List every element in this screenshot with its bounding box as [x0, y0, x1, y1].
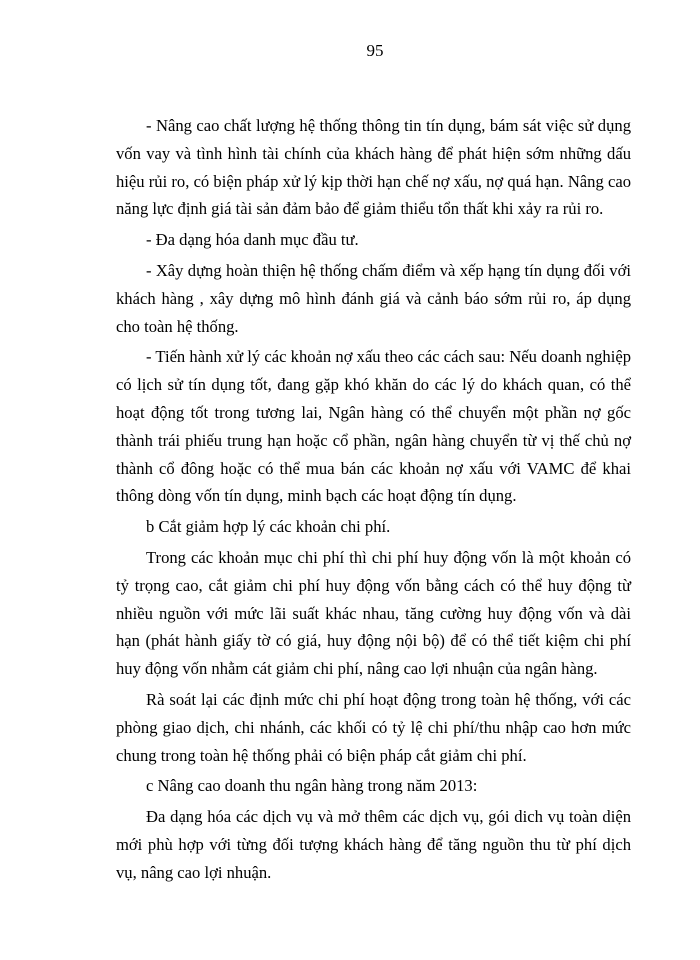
paragraph-bad-debt-handling: - Tiến hành xử lý các khoản nợ xấu theo các cách sau: Nếu doanh nghiệp có lịch sử tín dụng tốt, đang gặp khó khăn do các lý do khách quan, có thể hoạt động tốt trong tương lai, Ngân hàng có thể chuyển một phần nợ gốc thành trái phiếu trung hạn hoặc cổ phần, ngân hàng chuyển từ vị thế chủ nợ thành cổ đông hoặc có thể mua bán các khoản nợ xấu với VAMC để khai thông dòng vốn tín dụng, minh bạch các hoạt động tín dụng.	[116, 347, 631, 506]
heading-revenue-growth: c Nâng cao doanh thu ngân hàng trong năm 2013:	[146, 776, 478, 796]
page-number: 95	[366, 41, 384, 60]
paragraph-operating-cost-review: Rà soát lại các định mức chi phí hoạt động trong toàn hệ thống, với các phòng giao dịch, chi nhánh, các khối có tỷ lệ chi phí/thu nhập cao hơn mức chung trong toàn hệ thống phải có biện pháp cắt giảm chi phí.	[116, 689, 631, 765]
paragraph-credit-scoring: - Xây dựng hoàn thiện hệ thống chấm điểm và xếp hạng tín dụng đối với khách hàng , xây dựng mô hình đánh giá và cảnh báo sớm rủi ro, áp dụng cho toàn hệ thống.	[116, 260, 631, 336]
paragraph-funding-cost: Trong các khoản mục chi phí thì chi phí huy động vốn là một khoản có tỷ trọng cao, cắt giảm chi phí huy động vốn bằng cách có thể huy động từ nhiều nguồn với mức lãi suất khác nhau, tăng cường huy động vốn và dài hạn (phát hành giấy tờ có giá, huy động nội bộ) để có thể tiết kiệm chi phí huy động vốn nhằm cát giảm chi phí, nâng cao lợi nhuận của ngân hàng.	[116, 547, 631, 679]
paragraph-credit-information: - Nâng cao chất lượng hệ thống thông tin tín dụng, bám sát việc sử dụng vốn vay và tình hình tài chính của khách hàng để phát hiện sớm những dấu hiệu rủi ro, có biện pháp xử lý kịp thời hạn chế nợ xấu, nợ quá hạn. Nâng cao năng lực định giá tài sản đảm bảo để giảm thiểu tổn thất khi xảy ra rủi ro.	[116, 116, 631, 219]
paragraph-service-diversification: Đa dạng hóa các dịch vụ và mở thêm các dịch vụ, gói dich vụ toàn diện mới phù hợp với từng đối tượng khách hàng để tăng nguồn thu từ phí dịch vụ, nâng cao lợi nhuận.	[116, 807, 631, 882]
page-body	[116, 112, 631, 890]
heading-cost-reduction: b Cắt giảm hợp lý các khoản chi phí.	[146, 517, 391, 537]
paragraph-investment-diversification: - Đa dạng hóa danh mục đầu tư.	[146, 230, 359, 250]
